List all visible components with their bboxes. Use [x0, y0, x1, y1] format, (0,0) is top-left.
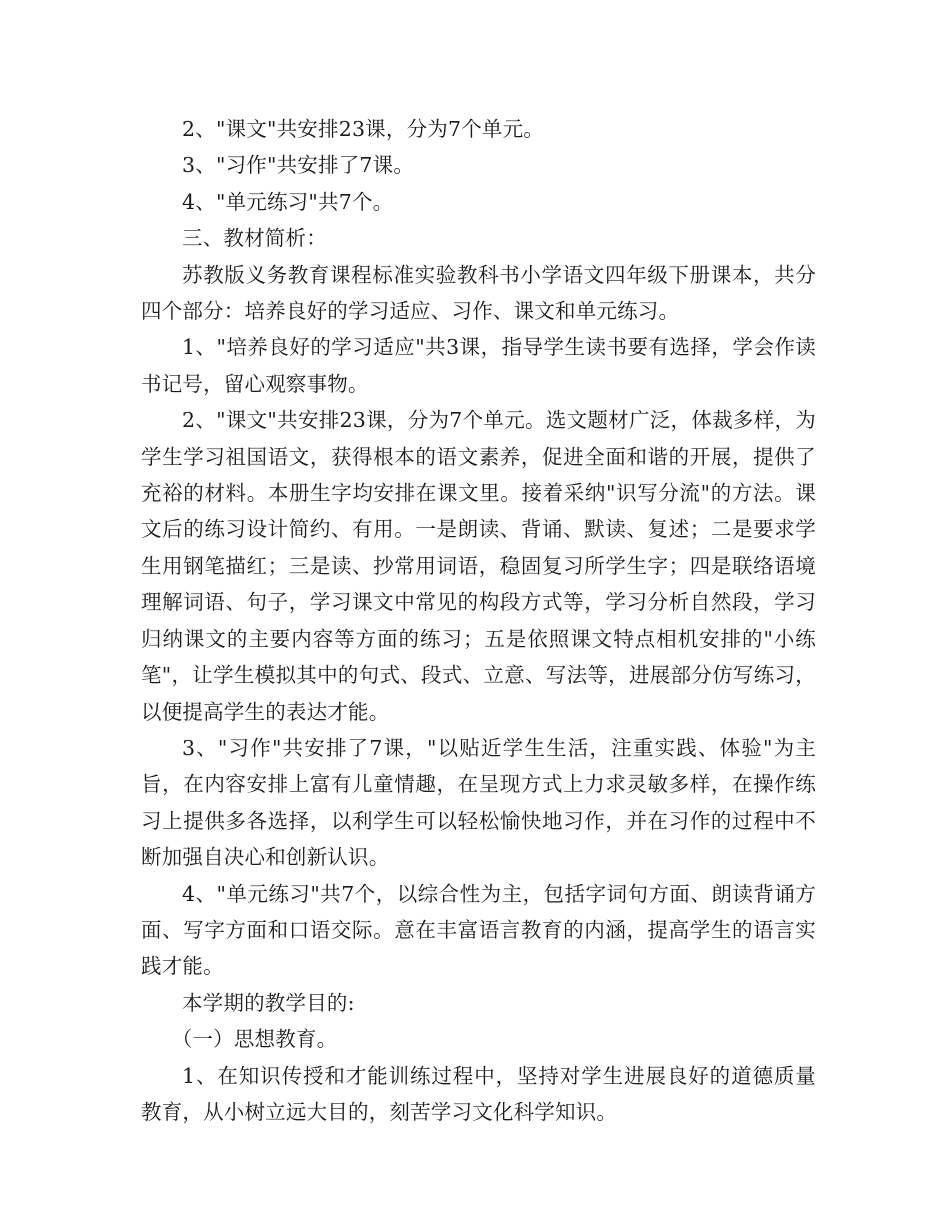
- paragraph: 4、"单元练习"共7个。: [182, 189, 394, 214]
- paragraph: 4、"单元练习"共7个，以综合性为主，包括字词句方面、朗读背诵方面、写字方面和口语交际。意在丰富语言教育的内涵，提高学生的语言实践才能。: [141, 881, 816, 979]
- paragraph: 1、"培养良好的学习适应"共3课，指导学生读书要有选择，学会作读书记号，留心观察事物。: [141, 335, 816, 396]
- paragraph: 1、在知识传授和才能训练过程中，坚持对学生进展良好的道德质量教育，从小树立远大目的，刻苦学习文化科学知识。: [141, 1063, 816, 1124]
- paragraph: 3、"习作"共安排了7课。: [182, 153, 415, 178]
- paragraph: 苏教版义务教育课程标准实验教科书小学语文四年级下册课本，共分四个部分：培养良好的学习适应、习作、课文和单元练习。: [141, 262, 816, 324]
- paragraph: 3、"习作"共安排了7课，"以贴近学生生活，注重实践、体验"为主旨，在内容安排上富有儿童情趣，在呈现方式上力求灵敏多样，在操作练习上提供多各选择，以利学生可以轻松愉快地习作，并在习作的过程中不断加强自决心和创新认识。: [141, 735, 816, 870]
- paragraph: 2、"课文"共安排23课，分为7个单元。选文题材广泛，体裁多样，为学生学习祖国语文，获得根本的语文素养，促进全面和谐的开展，提供了充裕的材料。本册生字均安排在课文里。接着采纳"识写分流"的方法。课文后的练习设计简约、有用。一是朗读、背诵、默读、复述；二是要求学生用钢笔描红；三是读、抄常用词语，稳固复习所学生字；四是联络语境理解词语、句子，学习课文中常见的构段方式等，学习分析自然段，学习归纳课文的主要内容等方面的练习；五是依照课文特点相机安排的"小练笔"，让学生模拟其中的句式、段式、立意、写法等，进展部分仿写练习，以便提高学生的表达才能。: [141, 408, 816, 724]
- section-heading: 三、教材简析：: [182, 226, 327, 251]
- document-body: [141, 111, 816, 1130]
- paragraph: 2、"课文"共安排23课，分为7个单元。: [182, 117, 545, 141]
- section-heading: 本学期的教学目的:: [182, 990, 355, 1015]
- subsection-heading: （一）思想教育。: [171, 1027, 338, 1052]
